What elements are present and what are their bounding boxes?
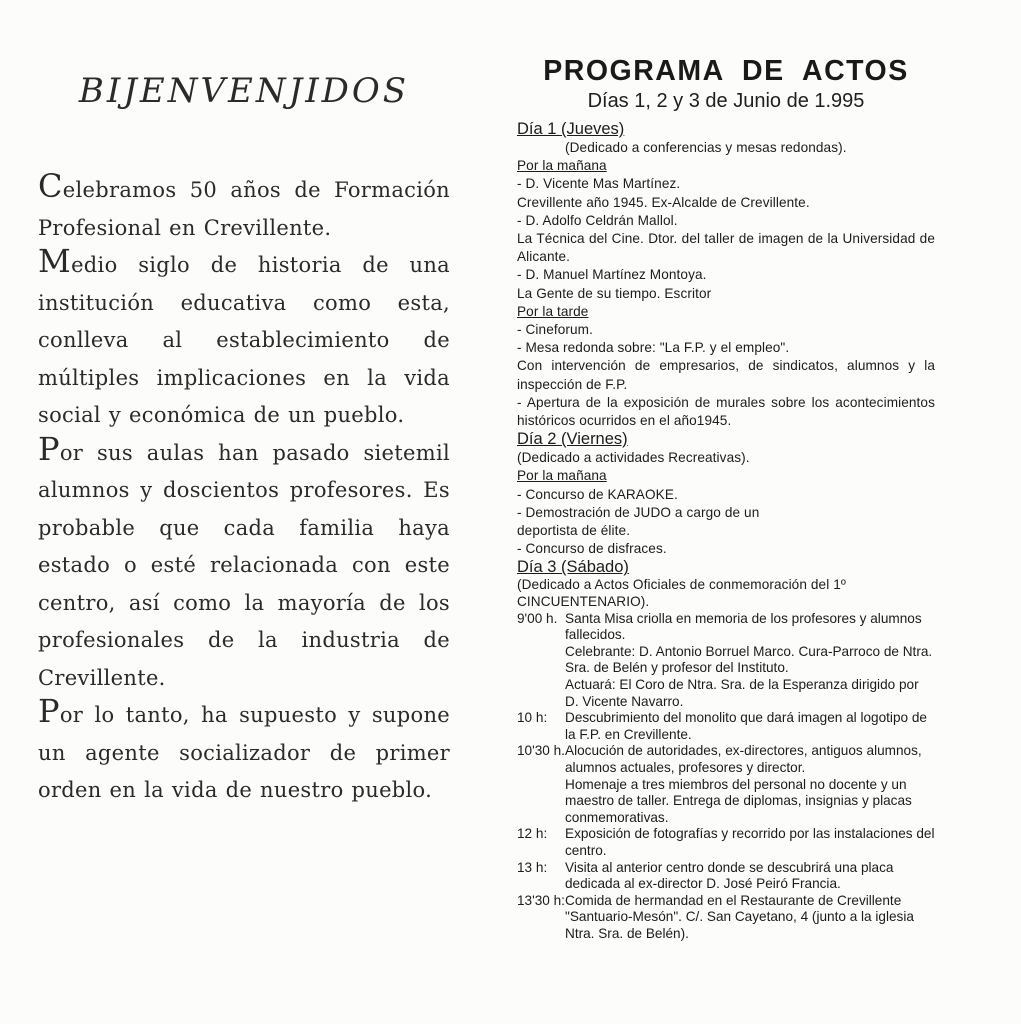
schedule-item	[517, 826, 935, 859]
day-2-dedication: (Dedicado a actividades Recreativas).	[517, 450, 750, 466]
schedule-line: Comida de hermandad en el Restaurante de Crevillente "Santuario-Mesón". C/. San Cayetano, 4 (junto a la iglesia Ntra. Sra. de Belén).	[565, 892, 914, 941]
drop-initial: P	[38, 429, 60, 468]
schedule-description	[565, 826, 935, 859]
schedule-line: Visita al anterior centro donde se descubrirá una placa dedicada al ex-director D. José Peiró Francia.	[565, 859, 894, 892]
paragraph-text: edio siglo de historia de una institución educativa como esta, conlleva al establecimiento de múltiples implicaciones en la vida social y económica de un pueblo.	[38, 253, 450, 427]
schedule-time: 12 h:	[517, 826, 548, 842]
drop-initial: M	[38, 242, 72, 280]
schedule-line: Celebrante: D. Antonio Borruel Marco. Cura-Parroco de Ntra. Sra. de Belén y profesor del Instituto.	[565, 643, 933, 676]
programme-title: PROGRAMA DE ACTOS	[543, 55, 909, 87]
schedule-line: Homenaje a tres miembros del personal no docente y un maestro de taller. Entrega de diplomas, insignias y placas conmemorativas.	[565, 776, 912, 825]
day-2-morning-label: Por la mañana	[517, 468, 607, 484]
paragraph-text: or lo tanto, ha supuesto y supone un agente socializador de primer orden en la vida de nuestro pueblo.	[38, 703, 450, 802]
list-item: La Técnica del Cine. Dtor. del taller de imagen de la Universidad de Alicante.	[517, 231, 935, 265]
welcome-paragraph	[38, 242, 450, 435]
list-item: - Apertura de la exposición de murales sobre los acontecimientos históricos ocurridos en el año1945.	[517, 394, 935, 429]
schedule-description	[565, 860, 935, 893]
schedule-description	[565, 710, 935, 743]
day-1-heading: Día 1 (Jueves)	[517, 120, 625, 138]
list-item: La Gente de su tiempo. Escritor	[517, 285, 712, 301]
list-item: Con intervención de empresarios, de sindicatos, alumnos y la inspección de F.P.	[517, 358, 935, 392]
welcome-section	[38, 62, 450, 802]
welcome-body	[38, 167, 450, 810]
day-3-dedication: (Dedicado a Actos Oficiales de conmemoración del 1º CINCUENTENARIO).	[517, 577, 846, 610]
schedule-line: Santa Misa criolla en memoria de los profesores y alumnos fallecidos.	[565, 610, 922, 643]
schedule-line: Alocución de autoridades, ex-directores, antiguos alumnos, alumnos actuales, profesores y director.	[565, 743, 922, 775]
schedule-time: 13 h:	[517, 859, 548, 875]
schedule-description	[565, 893, 935, 943]
day-3-block	[517, 558, 935, 942]
schedule-item	[517, 710, 935, 743]
day-1-block	[517, 120, 935, 430]
schedule-time: 10 h:	[517, 710, 548, 726]
list-item: - D. Adolfo Celdrán Mallol.	[517, 212, 678, 228]
schedule-item	[517, 893, 935, 943]
paragraph-text: or sus aulas han pasado sietemil alumnos y doscientos profesores. Es probable que cada familia haya estado o esté relacionada con este centro, así como la mayoría de los profesionales de la industria de Crevillente.	[38, 440, 450, 690]
paragraph-text: elebramos 50 años de Formación Profesional en Crevillente.	[38, 178, 450, 240]
schedule-line: Exposición de fotografías y recorrido por las instalaciones del centro.	[565, 826, 935, 858]
day-2-heading: Día 2 (Viernes)	[517, 430, 628, 449]
schedule-description	[565, 611, 935, 711]
list-item: - Concurso de KARAOKE.	[517, 486, 678, 502]
schedule-line: Actuará: El Coro de Ntra. Sra. de la Esperanza dirigido por D. Vicente Navarro.	[565, 677, 919, 709]
schedule-time: 13'30 h:	[517, 892, 565, 908]
schedule-description	[565, 743, 935, 826]
list-item: - D. Vicente Mas Martínez.	[517, 176, 681, 192]
list-item: - Cineforum.	[517, 322, 593, 338]
day-2-block	[517, 430, 935, 558]
drop-initial: C	[38, 167, 63, 205]
schedule-time: 9'00 h.	[517, 610, 558, 626]
list-item: Crevillente año 1945. Ex-Alcalde de Crevillente.	[517, 194, 810, 210]
schedule-item	[517, 743, 935, 826]
list-item: - D. Manuel Martínez Montoya.	[517, 267, 707, 283]
schedule-line: Descubrimiento del monolito que dará imagen al logotipo de la F.P. en Crevillente.	[565, 710, 927, 742]
day-1-morning-label: Por la mañana	[517, 158, 607, 174]
day-1-dedication: (Dedicado a conferencias y mesas redondas).	[565, 140, 847, 155]
welcome-title: BIJENVENJIDOS	[78, 71, 410, 111]
list-item: - Demostración de JUDO a cargo de un	[517, 504, 760, 520]
schedule-time: 10'30 h.	[517, 743, 565, 759]
programme-section	[517, 54, 935, 943]
welcome-paragraph	[38, 692, 450, 810]
welcome-paragraph	[38, 429, 450, 698]
programme-dates: Días 1, 2 y 3 de Junio de 1.995	[587, 90, 865, 112]
schedule-item	[517, 860, 935, 893]
list-item: - Mesa redonda sobre: "La F.P. y el empleo".	[517, 340, 790, 356]
day-1-afternoon-label: Por la tarde	[517, 303, 589, 319]
schedule-item	[517, 611, 935, 711]
welcome-paragraph	[38, 167, 450, 247]
drop-initial: P	[38, 692, 60, 730]
list-item: - Concurso de disfraces.	[517, 541, 667, 557]
day-3-heading: Día 3 (Sábado)	[517, 558, 629, 577]
list-item: deportista de élite.	[517, 523, 631, 539]
